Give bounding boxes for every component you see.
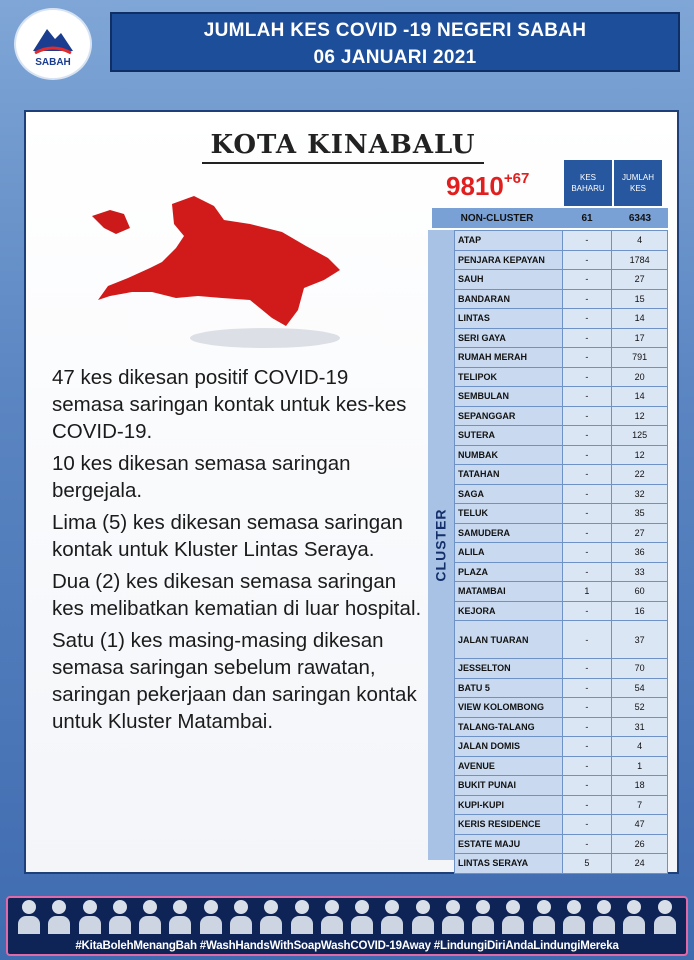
table-row	[455, 270, 668, 290]
person-icon	[169, 900, 191, 936]
cluster-name-cell: AVENUE	[455, 756, 563, 776]
page-title	[110, 12, 680, 72]
cluster-name-cell: JALAN TUARAN	[455, 621, 563, 659]
table-row	[455, 523, 668, 543]
cluster-jumlah-cell: 35	[612, 504, 668, 524]
cluster-baru-cell: -	[562, 523, 612, 543]
person-icon	[351, 900, 373, 936]
person-icon	[442, 900, 464, 936]
cluster-jumlah-cell: 12	[612, 406, 668, 426]
cluster-name-cell: TATAHAN	[455, 465, 563, 485]
person-icon	[18, 900, 40, 936]
table-row	[455, 815, 668, 835]
cluster-baru-cell: -	[562, 328, 612, 348]
total-value: 9810	[446, 171, 504, 201]
table-row	[455, 543, 668, 563]
desc-paragraph: 47 kes dikesan positif COVID-19 semasa saringan kontak untuk kes-kes COVID-19.	[52, 366, 407, 443]
cluster-baru-cell: -	[562, 289, 612, 309]
cluster-baru-cell: -	[562, 659, 612, 679]
cluster-name-cell: MATAMBAI	[455, 582, 563, 602]
cluster-baru-cell: -	[562, 348, 612, 368]
cluster-baru-cell: -	[562, 621, 612, 659]
person-icon	[623, 900, 645, 936]
cluster-name-cell: ESTATE MAJU	[455, 834, 563, 854]
cluster-jumlah-cell: 36	[612, 543, 668, 563]
person-icon	[533, 900, 555, 936]
cluster-name-cell: SAUH	[455, 270, 563, 290]
cluster-name-cell: TELUK	[455, 504, 563, 524]
cluster-baru-cell: -	[562, 406, 612, 426]
cluster-name-cell: SERI GAYA	[455, 328, 563, 348]
cluster-name-cell: TALANG-TALANG	[455, 717, 563, 737]
cluster-jumlah-cell: 60	[612, 582, 668, 602]
cluster-name-cell: BANDARAN	[455, 289, 563, 309]
cluster-label	[428, 230, 454, 860]
mountain-icon	[29, 21, 77, 57]
cluster-name-cell: TELIPOK	[455, 367, 563, 387]
table-row	[455, 795, 668, 815]
person-icon	[260, 900, 282, 936]
cluster-name-cell: PENJARA KEPAYAN	[455, 250, 563, 270]
cluster-jumlah-cell: 27	[612, 270, 668, 290]
cluster-name-cell: NUMBAK	[455, 445, 563, 465]
desc-paragraph: Lima (5) kes dikesan semasa saringan kontak untuk Kluster Lintas Seraya.	[52, 511, 403, 561]
table-row	[455, 250, 668, 270]
cluster-baru-cell: -	[562, 795, 612, 815]
district-title: KOTA KINABALU	[202, 130, 484, 164]
cluster-jumlah-cell: 16	[612, 601, 668, 621]
cluster-name-cell: BATU 5	[455, 678, 563, 698]
table-row	[455, 426, 668, 446]
cluster-jumlah-cell: 52	[612, 698, 668, 718]
cluster-name-cell: ATAP	[455, 231, 563, 251]
cluster-jumlah-cell: 12	[612, 445, 668, 465]
cluster-name-cell: RUMAH MERAH	[455, 348, 563, 368]
table-row	[455, 737, 668, 757]
table-row	[455, 465, 668, 485]
cluster-baru-cell: -	[562, 717, 612, 737]
table-row	[455, 582, 668, 602]
table-row	[455, 562, 668, 582]
cluster-name-cell: SAGA	[455, 484, 563, 504]
non-cluster-jumlah: 6343	[628, 212, 652, 224]
cluster-name-cell: JESSELTON	[455, 659, 563, 679]
person-icon	[502, 900, 524, 936]
cluster-jumlah-cell: 32	[612, 484, 668, 504]
table-row	[455, 854, 668, 874]
person-icon	[79, 900, 101, 936]
table-row	[455, 678, 668, 698]
person-icon	[109, 900, 131, 936]
table-row	[455, 328, 668, 348]
cluster-baru-cell: -	[562, 601, 612, 621]
cluster-name-cell: LINTAS SERAYA	[455, 854, 563, 874]
cluster-baru-cell: 1	[562, 582, 612, 602]
table-row	[455, 601, 668, 621]
person-icon	[563, 900, 585, 936]
cluster-jumlah-cell: 1	[612, 756, 668, 776]
cluster-baru-cell: -	[562, 562, 612, 582]
cluster-baru-cell: -	[562, 309, 612, 329]
table-row	[455, 406, 668, 426]
person-icon	[654, 900, 676, 936]
cluster-jumlah-cell: 26	[612, 834, 668, 854]
cluster-jumlah-cell: 20	[612, 367, 668, 387]
cluster-baru-cell: -	[562, 465, 612, 485]
cluster-baru-cell: -	[562, 367, 612, 387]
person-icon	[230, 900, 252, 936]
title-line-1: JUMLAH KES COVID -19 NEGERI SABAH	[203, 20, 587, 41]
header-jumlah-kes: JUMLAH KES	[614, 160, 662, 206]
cluster-jumlah-cell: 37	[612, 621, 668, 659]
table-row	[455, 484, 668, 504]
cluster-baru-cell: -	[562, 484, 612, 504]
cluster-name-cell: JALAN DOMIS	[455, 737, 563, 757]
table-row	[455, 717, 668, 737]
frontliner-figures	[8, 898, 686, 938]
cluster-jumlah-cell: 47	[612, 815, 668, 835]
person-icon	[472, 900, 494, 936]
cluster-jumlah-cell: 27	[612, 523, 668, 543]
table-row	[455, 834, 668, 854]
person-icon	[321, 900, 343, 936]
cluster-baru-cell: -	[562, 737, 612, 757]
cluster-baru-cell: -	[562, 270, 612, 290]
total-new: +67	[503, 170, 530, 187]
total-cases	[446, 170, 566, 202]
cluster-baru-cell: -	[562, 815, 612, 835]
person-icon	[139, 900, 161, 936]
cluster-jumlah-cell: 24	[612, 854, 668, 874]
cluster-name-cell: SAMUDERA	[455, 523, 563, 543]
cluster-jumlah-cell: 17	[612, 328, 668, 348]
cluster-name-cell: LINTAS	[455, 309, 563, 329]
cluster-jumlah-cell: 31	[612, 717, 668, 737]
cluster-name-cell: ALILA	[455, 543, 563, 563]
cluster-baru-cell: -	[562, 698, 612, 718]
cluster-jumlah-cell: 7	[612, 795, 668, 815]
cluster-baru-cell: -	[562, 231, 612, 251]
cluster-jumlah-cell: 18	[612, 776, 668, 796]
table-row	[455, 387, 668, 407]
non-cluster-row	[432, 208, 668, 228]
table-row	[455, 348, 668, 368]
cluster-jumlah-cell: 22	[612, 465, 668, 485]
cluster-name-cell: SEPANGGAR	[455, 406, 563, 426]
non-cluster-baru: 61	[581, 212, 593, 224]
person-icon	[593, 900, 615, 936]
desc-paragraph: Satu (1) kes masing-masing dikesan semasa saringan sebelum rawatan, saringan pekerjaan dan saringan kontak untuk Kluster Matambai.	[52, 629, 417, 733]
cluster-jumlah-cell: 1784	[612, 250, 668, 270]
cluster-name-cell: KEJORA	[455, 601, 563, 621]
district-map	[90, 188, 346, 358]
cluster-name-cell: SEMBULAN	[455, 387, 563, 407]
person-icon	[381, 900, 403, 936]
case-description	[52, 364, 424, 740]
table-row	[455, 776, 668, 796]
cluster-name-cell: PLAZA	[455, 562, 563, 582]
table-row	[455, 309, 668, 329]
table-row	[455, 231, 668, 251]
logo-text: SABAH	[35, 56, 71, 68]
cluster-baru-cell: -	[562, 445, 612, 465]
sabah-logo	[14, 8, 92, 80]
main-panel	[24, 110, 679, 874]
cluster-jumlah-cell: 54	[612, 678, 668, 698]
cluster-name-cell: KERIS RESIDENCE	[455, 815, 563, 835]
cluster-baru-cell: -	[562, 543, 612, 563]
cluster-baru-cell: -	[562, 250, 612, 270]
table-row	[455, 698, 668, 718]
hashtags: #KitaBolehMenangBah #WashHandsWithSoapWashCOVID-19Away #LindungiDiriAndaLindungiMereka	[75, 940, 619, 952]
title-line-2: 06 JANUARI 2021	[313, 47, 477, 68]
desc-paragraph: Dua (2) kes dikesan semasa saringan kes melibatkan kematian di luar hospital.	[52, 570, 422, 620]
person-icon	[412, 900, 434, 936]
person-icon	[291, 900, 313, 936]
cluster-baru-cell: -	[562, 776, 612, 796]
cluster-baru-cell: -	[562, 678, 612, 698]
cluster-jumlah-cell: 14	[612, 387, 668, 407]
table-row	[455, 367, 668, 387]
cluster-jumlah-cell: 125	[612, 426, 668, 446]
cluster-jumlah-cell: 33	[612, 562, 668, 582]
table-row	[455, 504, 668, 524]
header-kes-baharu: KES BAHARU	[564, 160, 612, 206]
table-row	[455, 756, 668, 776]
cluster-name-cell: BUKIT PUNAI	[455, 776, 563, 796]
cluster-name-cell: SUTERA	[455, 426, 563, 446]
cluster-jumlah-cell: 4	[612, 231, 668, 251]
desc-paragraph: 10 kes dikesan semasa saringan bergejala.	[52, 452, 351, 502]
cluster-jumlah-cell: 14	[612, 309, 668, 329]
cluster-name-cell: VIEW KOLOMBONG	[455, 698, 563, 718]
cluster-baru-cell: 5	[562, 854, 612, 874]
non-cluster-name: NON-CLUSTER	[460, 212, 534, 224]
cluster-label-text: CLUSTER	[433, 508, 449, 582]
cluster-jumlah-cell: 4	[612, 737, 668, 757]
footer-banner	[6, 896, 688, 956]
cluster-jumlah-cell: 70	[612, 659, 668, 679]
cluster-baru-cell: -	[562, 504, 612, 524]
cluster-baru-cell: -	[562, 834, 612, 854]
cluster-name-cell: KUPI-KUPI	[455, 795, 563, 815]
cluster-baru-cell: -	[562, 387, 612, 407]
table-row	[455, 621, 668, 659]
cluster-table	[454, 230, 668, 874]
cluster-jumlah-cell: 15	[612, 289, 668, 309]
cluster-jumlah-cell: 791	[612, 348, 668, 368]
table-row	[455, 659, 668, 679]
table-row	[455, 289, 668, 309]
person-icon	[200, 900, 222, 936]
cluster-baru-cell: -	[562, 426, 612, 446]
person-icon	[48, 900, 70, 936]
cluster-baru-cell: -	[562, 756, 612, 776]
table-row	[455, 445, 668, 465]
